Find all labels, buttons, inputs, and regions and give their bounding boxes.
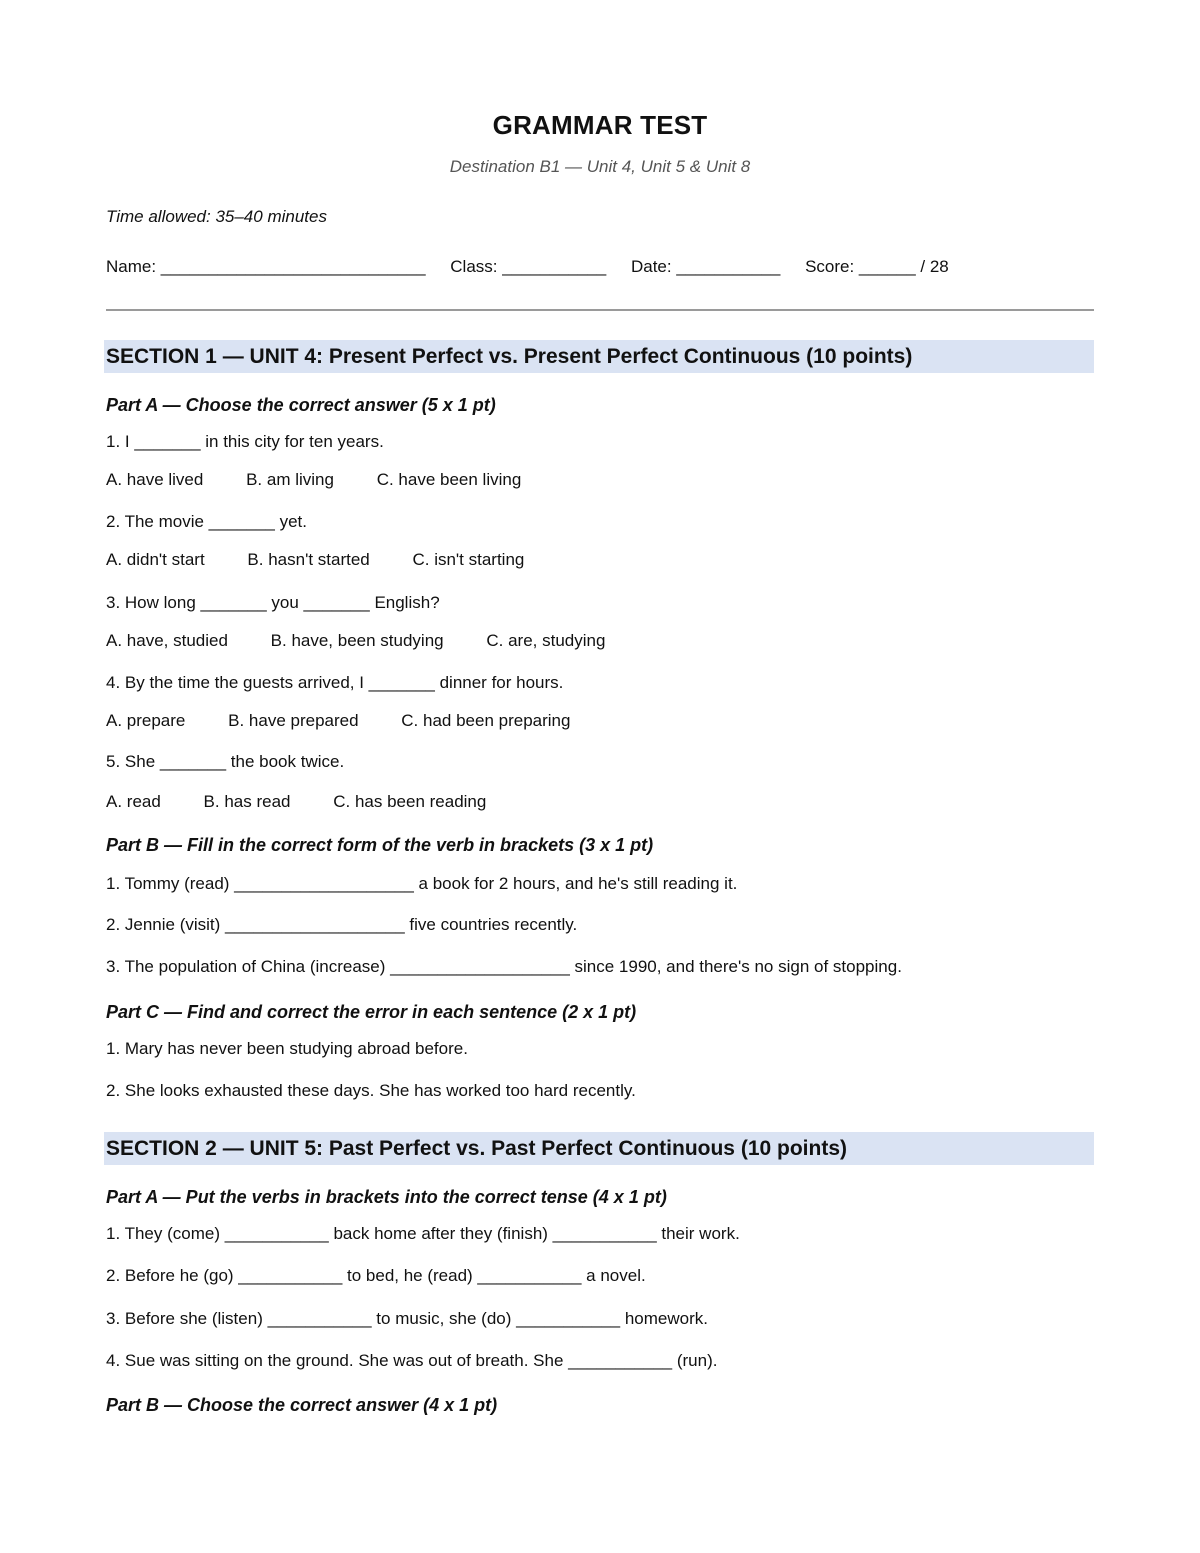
option-b[interactable]: B. am living	[246, 470, 334, 489]
option-c[interactable]: C. had been preparing	[401, 711, 571, 730]
s1-b-item-3[interactable]: 3. The population of China (increase) ___________________ since 1990, and there's no sign of stopping.	[106, 957, 902, 976]
option-c[interactable]: C. are, studying	[486, 631, 606, 650]
section-2-part-a-heading: Part A — Put the verbs in brackets into the correct tense (4 x 1 pt)	[106, 1187, 667, 1207]
name-field[interactable]: Name: ____________________________	[106, 257, 426, 276]
score-field[interactable]: Score: ______ / 28	[805, 257, 949, 276]
section-1-part-a-heading: Part A — Choose the correct answer (5 x 1 pt)	[106, 395, 496, 415]
option-b[interactable]: B. have prepared	[228, 711, 359, 730]
s1-a-question-3: 3. How long _______ you _______ English?	[106, 593, 440, 612]
option-c[interactable]: C. have been living	[376, 470, 522, 489]
s2-a-item-1[interactable]: 1. They (come) ___________ back home after they (finish) ___________ their work.	[106, 1224, 740, 1243]
s1-a-options-2	[106, 550, 562, 570]
time-allowed: Time allowed: 35–40 minutes	[106, 207, 327, 226]
s1-c-item-2[interactable]: 2. She looks exhausted these days. She has worked too hard recently.	[106, 1081, 636, 1100]
header-divider	[106, 309, 1094, 311]
section-1-part-b-heading: Part B — Fill in the correct form of the verb in brackets (3 x 1 pt)	[106, 835, 654, 855]
s1-b-item-2[interactable]: 2. Jennie (visit) ___________________ five countries recently.	[106, 915, 578, 934]
s1-c-item-1[interactable]: 1. Mary has never been studying abroad before.	[106, 1039, 468, 1058]
s1-b-item-1[interactable]: 1. Tommy (read) ___________________ a book for 2 hours, and he's still reading it.	[106, 874, 738, 893]
section-2-heading: SECTION 2 — UNIT 5: Past Perfect vs. Past Perfect Continuous (10 points)	[104, 1132, 1094, 1165]
s1-a-options-3	[106, 631, 643, 651]
class-field[interactable]: Class: ___________	[450, 257, 607, 276]
option-c[interactable]: C. has been reading	[333, 792, 487, 811]
s2-a-item-2[interactable]: 2. Before he (go) ___________ to bed, he (read) ___________ a novel.	[106, 1266, 646, 1285]
option-a[interactable]: A. didn't start	[106, 550, 205, 569]
s1-a-options-4	[106, 711, 608, 731]
section-1-part-c-heading: Part C — Find and correct the error in each sentence (2 x 1 pt)	[106, 1002, 637, 1022]
s1-a-options-5	[106, 792, 524, 812]
s1-a-question-2: 2. The movie _______ yet.	[106, 512, 307, 531]
option-b[interactable]: B. has read	[203, 792, 291, 811]
option-a[interactable]: A. have, studied	[106, 631, 228, 650]
page-subtitle: Destination B1 — Unit 4, Unit 5 & Unit 8	[449, 157, 751, 176]
option-a[interactable]: A. prepare	[106, 711, 186, 730]
option-a[interactable]: A. have lived	[106, 470, 204, 489]
option-c[interactable]: C. isn't starting	[412, 550, 525, 569]
s2-a-item-3[interactable]: 3. Before she (listen) ___________ to music, she (do) ___________ homework.	[106, 1309, 708, 1328]
s1-a-question-1: 1. I _______ in this city for ten years.	[106, 432, 384, 451]
s2-a-item-4[interactable]: 4. Sue was sitting on the ground. She was out of breath. She ___________ (run).	[106, 1351, 718, 1370]
s1-a-options-1	[106, 470, 559, 490]
option-b[interactable]: B. hasn't started	[247, 550, 370, 569]
s1-a-question-4: 4. By the time the guests arrived, I _______ dinner for hours.	[106, 673, 564, 692]
page-title: GRAMMAR TEST	[492, 110, 708, 140]
section-1-heading: SECTION 1 — UNIT 4: Present Perfect vs. Present Perfect Continuous (10 points)	[104, 340, 1094, 373]
student-info-line	[106, 254, 1096, 280]
option-b[interactable]: B. have, been studying	[270, 631, 444, 650]
option-a[interactable]: A. read	[106, 792, 161, 811]
s1-a-question-5: 5. She _______ the book twice.	[106, 752, 345, 771]
section-2-part-b-heading: Part B — Choose the correct answer (4 x 1 pt)	[106, 1395, 498, 1415]
date-field[interactable]: Date: ___________	[630, 257, 781, 276]
